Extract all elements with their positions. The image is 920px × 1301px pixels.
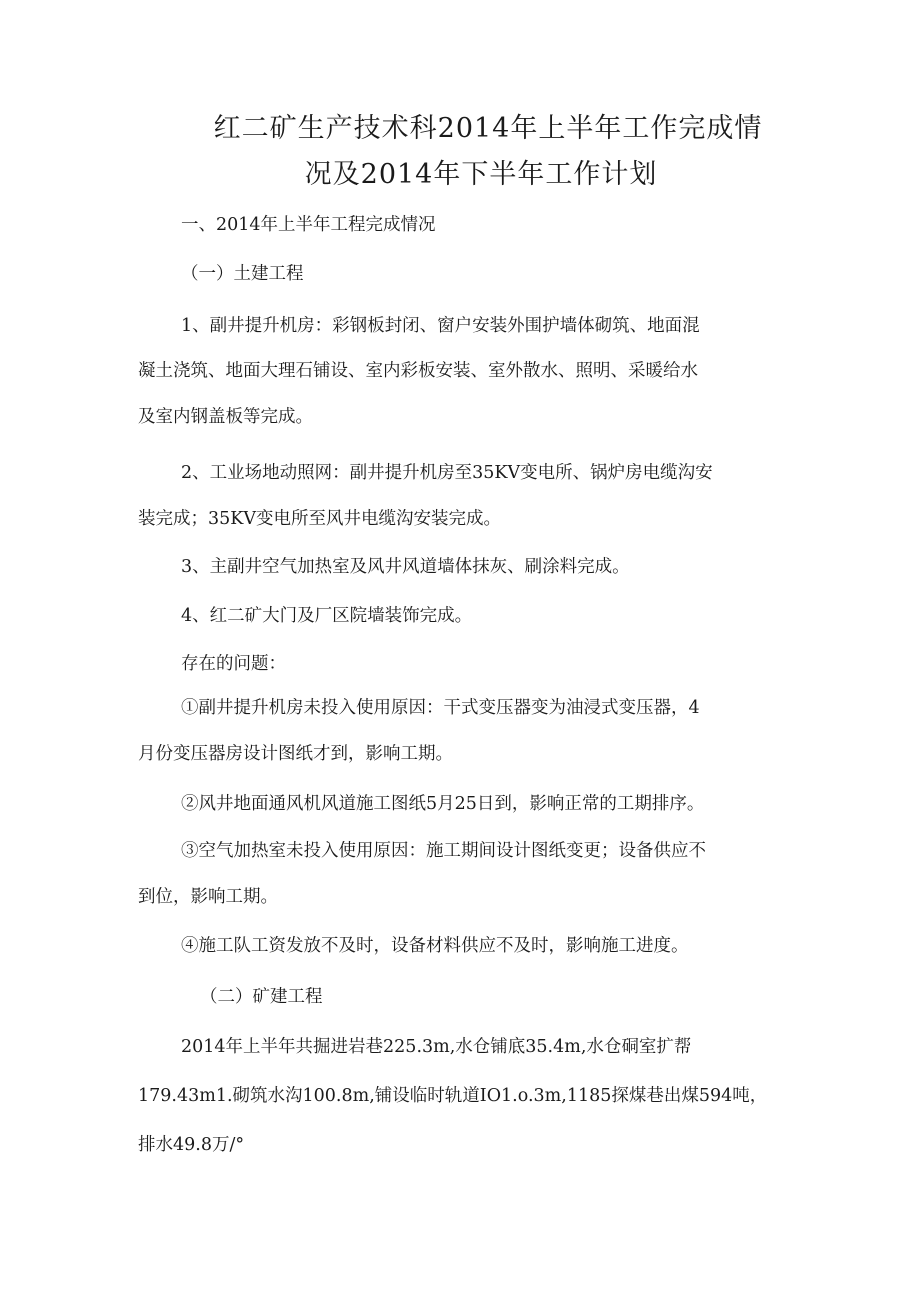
issue-line: ①副井提升机房未投入使用原因：干式变压器变为油浸式变压器，4 [181,698,700,718]
issue-line: ③空气加热室未投入使用原因：施工期间设计图纸变更；设备供应不 [181,841,706,861]
paragraph-line: 179.43m1.砌筑水沟100.8m,铺设临时轨道IO1.o.3m,1185探煤巷出煤594吨， [138,1086,768,1106]
paragraph-line: 凝土浇筑、地面大理石铺设、室内彩板安装、室外散水、照明、采暖给水 [138,361,698,381]
document-title-line-1: 红二矿生产技术科2014年上半年工作完成情 [213,113,763,144]
paragraph-line: 2014年上半年共掘进岩巷225.3m,水仓铺底35.4m,水仓硐室扩帮 [181,1037,692,1057]
paragraph-line: 及室内钢盖板等完成。 [138,407,313,427]
issue-line: ②风井地面通风机风道施工图纸5月25日到，影响正常的工期排序。 [181,794,705,814]
issue-line: 到位，影响工期。 [138,887,278,907]
issue-line: ④施工队工资发放不及时，设备材料供应不及时，影响施工进度。 [181,936,689,956]
paragraph-line: 装完成；35KV变电所至风井电缆沟安装完成。 [138,509,501,529]
paragraph-line: 1、副井提升机房：彩钢板封闭、窗户安装外围护墙体砌筑、地面混 [181,316,700,336]
issues-heading: 存在的问题： [181,654,286,674]
paragraph-line: 排水49.8万/° [138,1135,245,1155]
subsection-heading-mining: （二）矿建工程 [200,987,323,1007]
paragraph-line: 3、主副井空气加热室及风井风道墙体抹灰、刷涂料完成。 [181,557,630,577]
section-heading: 一、2014年上半年工程完成情况 [181,215,436,235]
paragraph-line: 4、红二矿大门及厂区院墙装饰完成。 [181,606,473,626]
issue-line: 月份变压器房设计图纸才到，影响工期。 [138,744,453,764]
document-title-line-2: 况及2014年下半年工作计划 [304,159,658,190]
paragraph-line: 2、工业场地动照网：副井提升机房至35KV变电所、锅炉房电缆沟安 [181,463,713,483]
subsection-heading-civil: （一）土建工程 [181,264,304,284]
